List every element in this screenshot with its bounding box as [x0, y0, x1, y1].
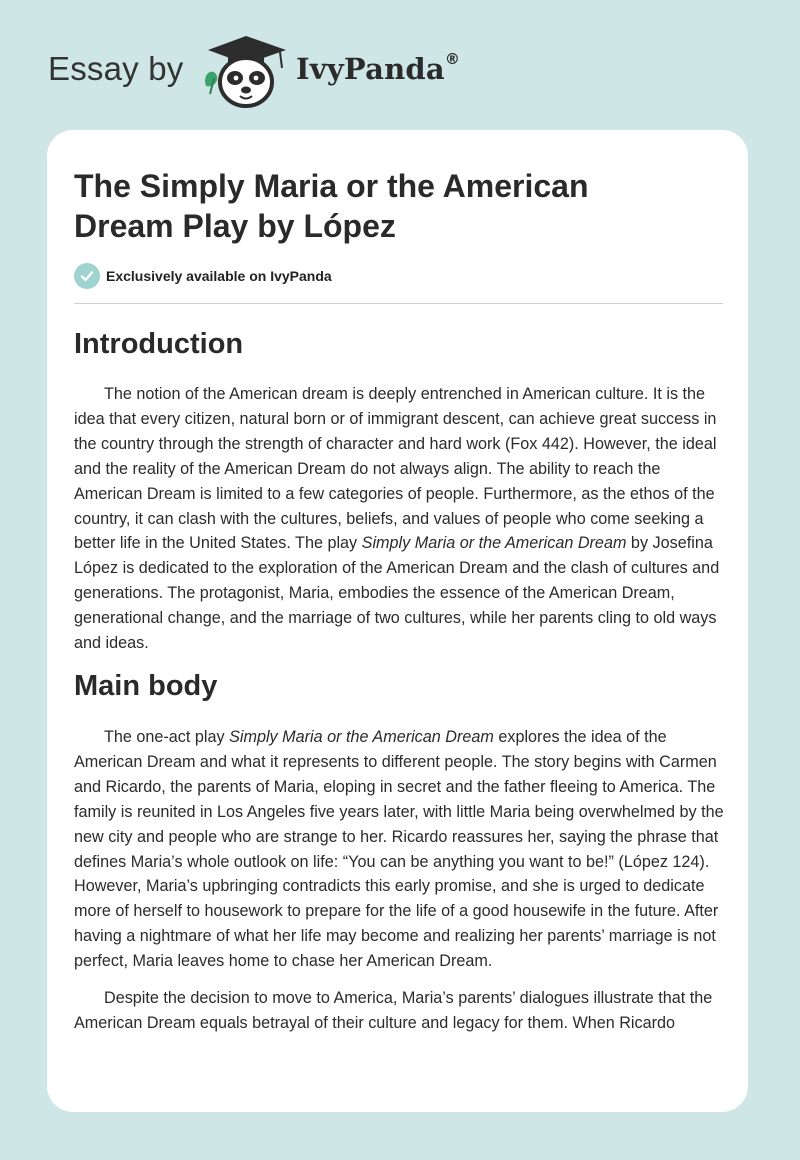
paragraph-text: by Josefina López is dedicated to the exploration of the American Dream and the clash of cultures and generations. The protagonist, Maria, embodies the essence of the American Dream, generational change, and the marriage of two cultures, while her parents cling to old ways and ideas. — [74, 534, 720, 653]
essay-by-label: Essay by — [48, 50, 184, 87]
panda-logo-icon[interactable] — [200, 34, 292, 110]
paragraph: Despite the decision to move to America, Maria’s parents’ dialogues illustrate that the American Dream equals betrayal of their culture and legacy for them. When Ricardo — [74, 989, 713, 1032]
exclusive-badge — [74, 262, 332, 290]
paragraph-text: The one-act play — [104, 727, 230, 746]
play-title-italic: Simply Maria or the American Dream — [229, 727, 494, 746]
section-heading-introduction: Introduction — [74, 328, 244, 360]
badge-label: Exclusively available on IvyPanda — [106, 268, 332, 284]
site-header — [0, 0, 800, 120]
essay-card — [47, 130, 748, 1112]
page-title: The Simply Maria or the American Dream Play by López — [74, 168, 589, 244]
paragraph-text: The notion of the American dream is deeply entrenched in American culture. It is the idea that every citizen, natural born or of immigrant descent, can achieve great success in the country through the strength of character and hard work (Fox 442). However, the ideal and the reality of the American Dream do not always align. The ability to reach the American Dream is limited to a few categories of people. Furthermore, as the ethos of the country, it can clash with the cultures, beliefs, and values of people who come seeking a better life in the United States. The play — [74, 385, 717, 553]
brand-text: IvyPanda — [296, 52, 445, 86]
check-icon — [74, 263, 100, 289]
article-body — [74, 324, 726, 1036]
paragraph — [74, 382, 726, 656]
brand-name[interactable] — [296, 52, 460, 86]
divider — [74, 303, 723, 304]
paragraph — [74, 725, 726, 974]
registered-mark: ® — [444, 50, 461, 69]
paragraph-text: explores the idea of the American Dream and what it represents to different people. The story begins with Carmen and Ricardo, the parents of Maria, eloping in secret and the father fleeing to America. The family is reunited in Los Angeles five years later, with little Maria being overwhelmed by the new city and people who are strange to her. Ricardo reassures her, saying the phrase that defines Maria’s whole outlook on life: “You can be anything you want to be!” (López 124). However, Maria’s upbringing contradicts this early promise, and she is urged to dedicate more of herself to housework to prepare for the life of a good housewife in the future. After having a nightmare of what her life may become and realizing her parents’ marriage is not perfect, Maria leaves home to chase her American Dream. — [74, 727, 724, 971]
play-title-italic: Simply Maria or the American Dream — [361, 534, 627, 553]
section-heading-main-body: Main body — [74, 669, 218, 702]
